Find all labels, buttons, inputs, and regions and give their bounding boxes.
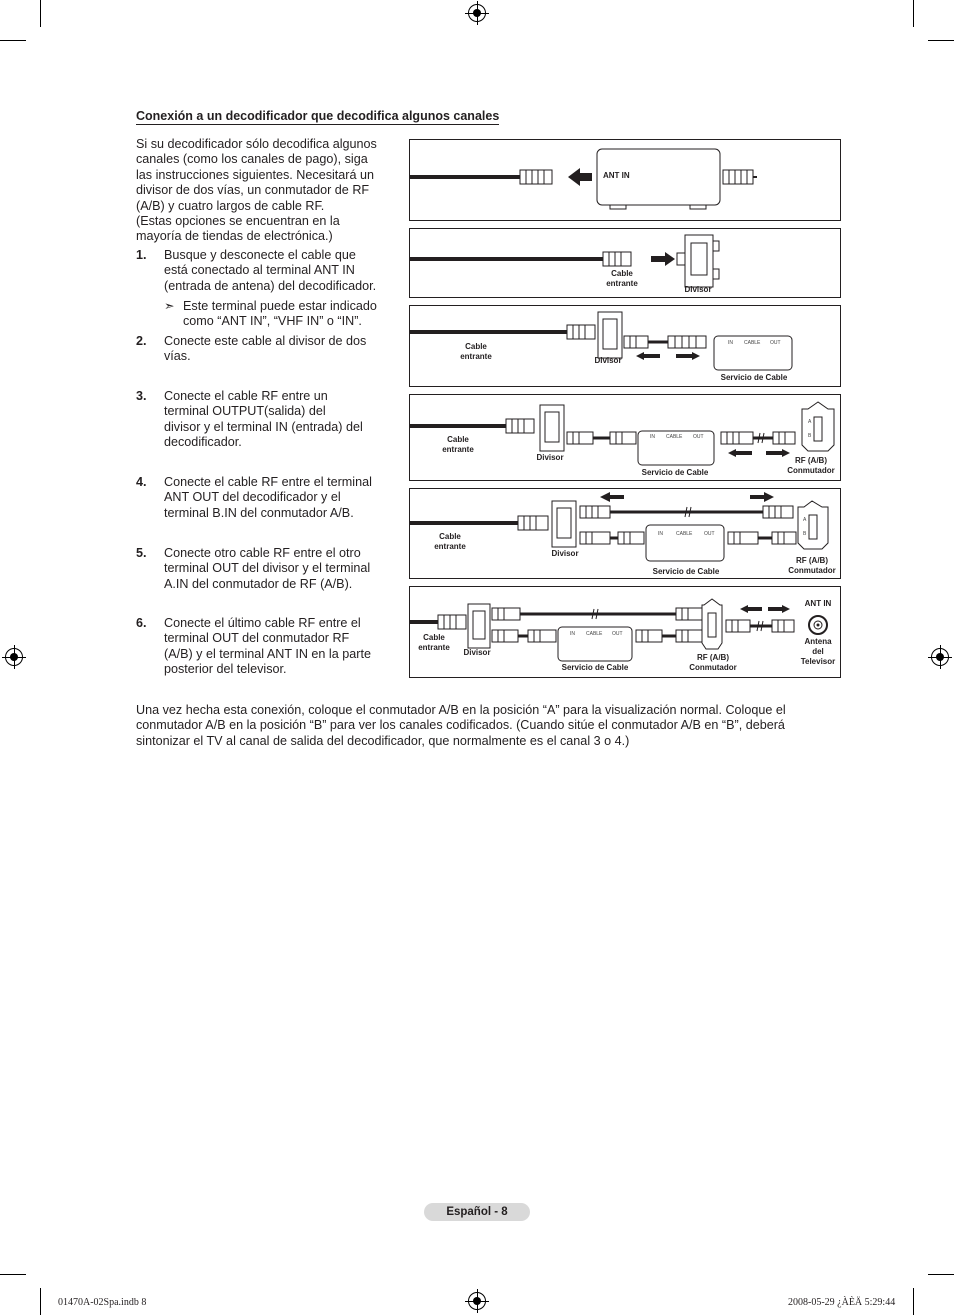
svg-text:Antena: Antena: [804, 637, 832, 646]
diagram-step-5: [409, 488, 841, 579]
cable-connector-icon: [773, 432, 795, 444]
svg-text:IN: IN: [658, 531, 663, 537]
step-number: 2.: [136, 334, 147, 348]
svg-text:entrante: entrante: [606, 279, 638, 288]
svg-text:Televisor: Televisor: [800, 657, 836, 666]
cable-connector-icon: [506, 419, 534, 433]
rf-switch-icon: [798, 501, 828, 549]
svg-text:Divisor: Divisor: [463, 648, 491, 657]
arrow-left-icon: [740, 605, 762, 613]
crop-mark: [928, 40, 954, 41]
arrow-left-icon: [728, 449, 752, 457]
registration-mark-icon: [931, 648, 949, 666]
svg-text:CABLE: CABLE: [744, 340, 761, 346]
svg-text:ANT IN: ANT IN: [804, 599, 832, 608]
step-text: Conecte este cable al divisor de dos vías.: [164, 334, 367, 364]
arrow-right-icon: [766, 449, 790, 457]
step-number: 5.: [136, 546, 147, 560]
svg-text:Cable: Cable: [423, 633, 445, 642]
svg-text:Servicio de Cable: Servicio de Cable: [652, 567, 720, 576]
crop-mark: [928, 1274, 954, 1275]
crop-mark: [40, 1288, 41, 1315]
cable-connector-icon: [726, 620, 750, 632]
splitter-icon: [468, 604, 490, 648]
splitter-icon: [540, 405, 564, 451]
crop-mark: [913, 1288, 914, 1315]
svg-text:CABLE: CABLE: [586, 631, 603, 637]
cable-connector-icon: [567, 432, 593, 444]
svg-text:Servicio de Cable: Servicio de Cable: [720, 373, 788, 382]
step-text: Conecte el cable RF entre el terminal ANT OUT del decodificador y el terminal B.IN del conmutador A/B.: [164, 475, 372, 520]
cable-connector-icon: [580, 506, 610, 518]
svg-text:entrante: entrante: [460, 352, 492, 361]
cable-connector-icon: [567, 325, 595, 339]
svg-text:entrante: entrante: [434, 542, 466, 551]
svg-text:Cable: Cable: [611, 269, 633, 278]
svg-text:Divisor: Divisor: [551, 549, 579, 558]
registration-mark-icon: [5, 648, 23, 666]
svg-text:OUT: OUT: [693, 434, 704, 440]
diagram-step-3: [409, 305, 841, 387]
crop-mark: [40, 0, 41, 27]
cable-connector-icon: [528, 630, 556, 642]
step-text: Conecte el último cable RF entre el terminal OUT del conmutador RF (A/B) y el terminal ANT IN en la parte posterior del televisor.: [164, 616, 371, 677]
svg-text:IN: IN: [650, 434, 655, 440]
cable-connector-icon: [618, 532, 644, 544]
svg-text:Servicio de Cable: Servicio de Cable: [561, 663, 629, 672]
registration-mark-icon: [468, 1292, 486, 1310]
svg-text:OUT: OUT: [612, 631, 623, 637]
diagram-step-6: [409, 586, 841, 678]
cable-connector-icon: [772, 620, 794, 632]
cable-connector-icon: [636, 630, 662, 642]
diagram-step-4: [409, 394, 841, 481]
section-title: Conexión a un decodificador que decodifica algunos canales: [136, 109, 500, 123]
cable-connector-icon: [763, 506, 793, 518]
diagram-step-1: [409, 139, 841, 221]
svg-text:IN: IN: [570, 631, 575, 637]
note-text: Este terminal puede estar indicado como “ANT IN”, “VHF IN” o “IN”.: [183, 299, 377, 329]
arrow-right-icon: [651, 252, 675, 266]
crop-mark: [0, 40, 26, 41]
cable-connector-icon: [492, 608, 520, 620]
svg-text:Divisor: Divisor: [684, 285, 712, 294]
svg-text:Divisor: Divisor: [536, 453, 564, 462]
svg-text:Cable: Cable: [439, 532, 461, 541]
splitter-icon: [677, 235, 719, 287]
cable-connector-icon: [518, 516, 548, 530]
page-number-badge: Español - 8: [424, 1203, 530, 1221]
svg-text:OUT: OUT: [704, 531, 715, 537]
svg-text:Servicio de Cable: Servicio de Cable: [641, 468, 709, 477]
svg-text:entrante: entrante: [442, 445, 474, 454]
step-number: 1.: [136, 248, 147, 262]
step-text: Busque y desconecte el cable que está conectado al terminal ANT IN (entrada de antena) del decodificador.: [164, 248, 377, 293]
cable-connector-icon: [624, 336, 648, 348]
svg-text:Cable: Cable: [465, 342, 487, 351]
svg-text:Conmutador: Conmutador: [689, 663, 737, 672]
cable-connector-icon: [603, 252, 631, 266]
svg-text:B: B: [808, 433, 812, 439]
cable-connector-icon: [676, 608, 704, 620]
cable-connector-icon: [676, 630, 704, 642]
cable-connector-icon: [668, 336, 706, 348]
svg-text:entrante: entrante: [418, 643, 450, 652]
arrow-right-icon: [750, 492, 774, 502]
diagram-step-2: [409, 228, 841, 298]
cable-connector-icon: [520, 170, 552, 184]
svg-text:RF (A/B): RF (A/B): [795, 456, 827, 465]
step-number: 6.: [136, 616, 147, 630]
svg-text:IN: IN: [728, 340, 733, 346]
step-text: Conecte el cable RF entre un terminal OUTPUT(salida) del divisor y el terminal IN (entrada) del decodificador.: [164, 389, 363, 450]
closing-paragraph: Una vez hecha esta conexión, coloque el conmutador A/B en la posición “A” para la visualización normal. Coloque el conmutador A/B en la posición “B” para ver los canales codificados. (Cuando sitúe el conmutador A/B en “B”, deberá sintonizar el TV al canal de salida del decodificador, que normalmente es el canal 3 o 4.): [136, 703, 786, 748]
slug-timestamp: 2008-05-29 ¿ÀÈÄ 5:29:44: [788, 1297, 896, 1308]
svg-text:del: del: [812, 647, 824, 656]
arrow-left-icon: [636, 352, 660, 360]
svg-text:Divisor: Divisor: [594, 356, 622, 365]
svg-text:Cable: Cable: [447, 435, 469, 444]
crop-mark: [0, 1274, 26, 1275]
svg-text:B: B: [803, 531, 807, 537]
step-number: 4.: [136, 475, 147, 489]
cable-connector-icon: [610, 432, 636, 444]
splitter-icon: [598, 312, 622, 358]
arrow-left-icon: [600, 492, 624, 502]
rf-switch-icon: [702, 599, 722, 649]
cable-connector-icon: [438, 615, 466, 629]
cable-connector-icon: [772, 532, 796, 544]
arrow-left-icon: [568, 168, 592, 186]
crop-mark: [913, 0, 914, 27]
antenna-jack-icon: [809, 616, 827, 634]
arrow-right-icon: [676, 352, 700, 360]
step-number: 3.: [136, 389, 147, 403]
cable-connector-icon: [492, 630, 518, 642]
svg-text:OUT: OUT: [770, 340, 781, 346]
svg-text:CABLE: CABLE: [666, 434, 683, 440]
svg-text:RF (A/B): RF (A/B): [796, 556, 828, 565]
svg-text:RF (A/B): RF (A/B): [697, 653, 729, 662]
cable-connector-icon: [723, 170, 753, 184]
intro-paragraph: Si su decodificador sólo decodifica algunos canales (como los canales de pago), siga las instrucciones siguientes. Necesitará un divisor de dos vías, un conmutador de RF (A/B) y cuatro largos de cable RF. (Estas opciones se encuentran en la mayoría de tiendas de electrónica.): [136, 137, 377, 244]
svg-text:Conmutador: Conmutador: [787, 466, 835, 475]
step-text: Conecte otro cable RF entre el otro terminal OUT del divisor y el terminal A.IN del conmutador de RF (A/B).: [164, 546, 371, 591]
rf-switch-icon: [802, 402, 834, 451]
splitter-icon: [552, 501, 576, 547]
svg-text:Conmutador: Conmutador: [788, 566, 836, 575]
slug-filename: 01470A-02Spa.indb 8: [58, 1297, 147, 1308]
svg-text:CABLE: CABLE: [676, 531, 693, 537]
svg-text:A: A: [808, 419, 812, 425]
ant-in-label: ANT IN: [603, 171, 630, 180]
note-symbol: ➣: [164, 299, 175, 313]
cable-connector-icon: [580, 532, 610, 544]
cable-connector-icon: [721, 432, 753, 444]
registration-mark-icon: [468, 4, 486, 22]
arrow-right-icon: [768, 605, 790, 613]
cable-connector-icon: [728, 532, 758, 544]
svg-text:A: A: [803, 517, 807, 523]
